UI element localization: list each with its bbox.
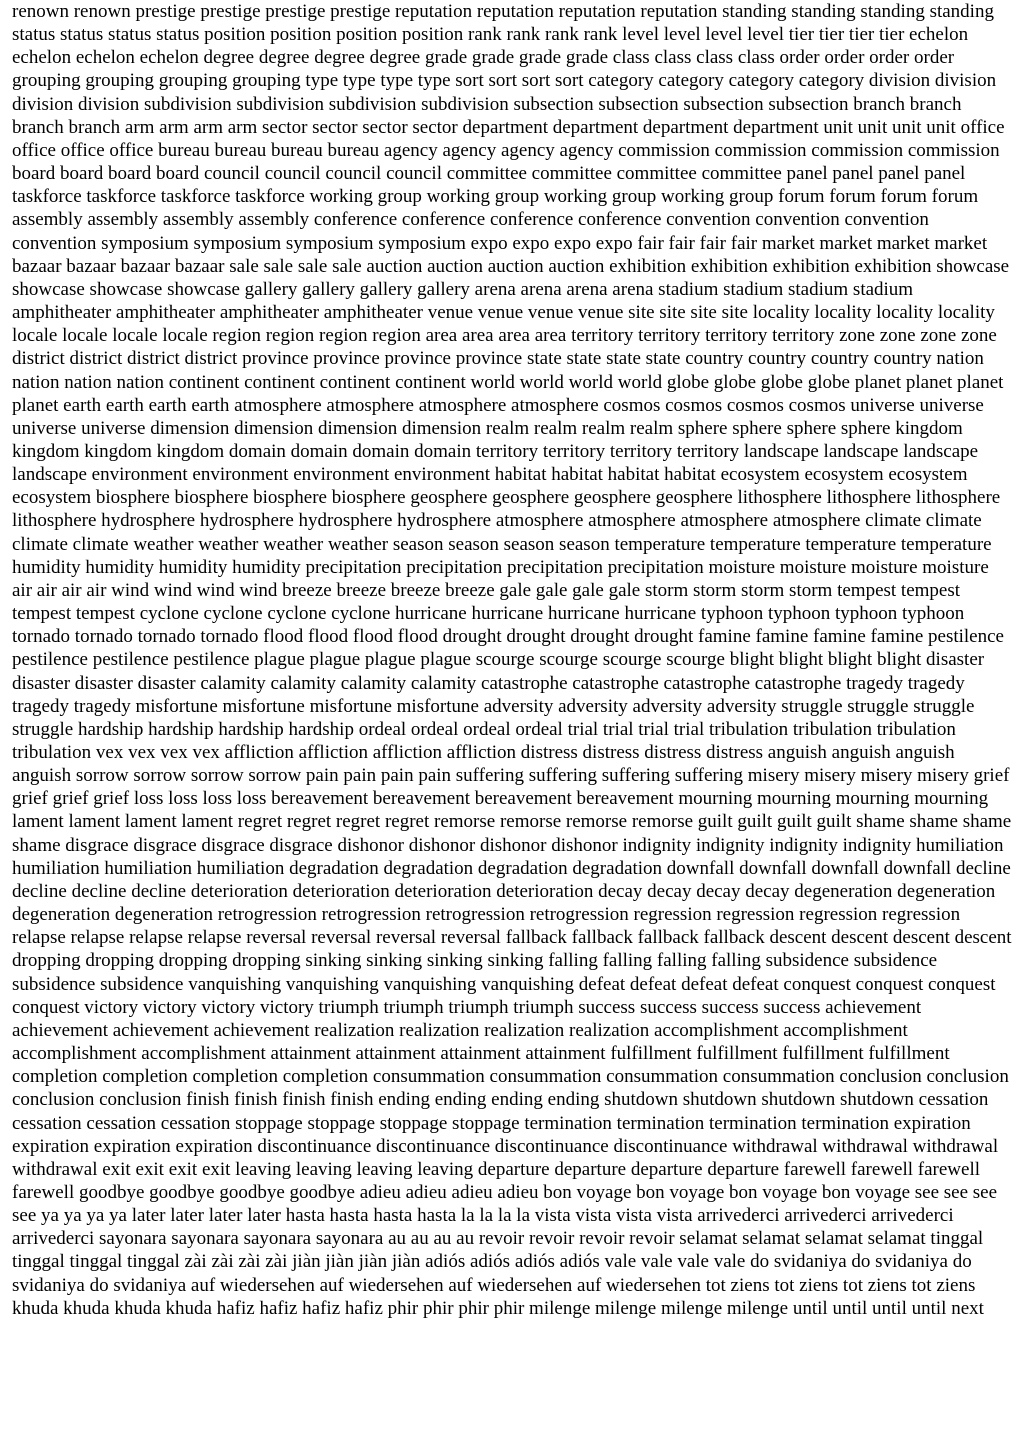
body-text-paragraph: renown renown prestige prestige prestige prestige reputation reputation reputation reputation standing standing standing standing status status status status position position position position rank rank rank rank level level level level tier tier tier tier echelon echelon echelon echelon degree degree degree degree grade grade grade grade class class class class order order order order grouping grouping grouping grouping type type type type sort sort sort sort category category category category division division division division subdivision subdivision subdivision subdivision subsection subsection subsection subsection branch branch branch branch arm arm arm arm sector sector sector sector department department department department unit unit unit unit office office office office bureau bureau bureau bureau agency agency agency agency commission commission commission commission board board board board council council council council committee committee committee committee panel panel panel panel taskforce taskforce taskforce taskforce working group working group working group working group forum forum forum forum assembly assembly assembly assembly conference conference conference conference convention convention convention convention symposium symposium symposium symposium expo expo expo expo fair fair fair fair market market market market bazaar bazaar bazaar bazaar sale sale sale sale auction auction auction auction exhibition exhibition exhibition exhibition showcase showcase showcase showcase gallery gallery gallery gallery arena arena arena arena stadium stadium stadium stadium amphitheater amphitheater amphitheater amphitheater venue venue venue venue site site site site locality locality locality locality locale locale locale locale region region region region area area area area territory territory territory territory zone zone zone zone district district district district province province province province state state state state country country country country nation nation nation nation continent continent continent continent world world world world globe globe globe globe planet planet planet planet earth earth earth earth atmosphere atmosphere atmosphere atmosphere cosmos cosmos cosmos cosmos universe universe universe universe dimension dimension dimension dimension realm realm realm realm sphere sphere sphere sphere kingdom kingdom kingdom kingdom domain domain domain domain territory territory territory territory landscape landscape landscape landscape environment environment environment environment habitat habitat habitat habitat ecosystem ecosystem ecosystem ecosystem biosphere biosphere biosphere biosphere geosphere geosphere geosphere geosphere lithosphere lithosphere lithosphere lithosphere hydrosphere hydrosphere hydrosphere hydrosphere atmosphere atmosphere atmosphere atmosphere climate climate climate climate weather weather weather weather season season season season temperature temperature temperature temperature humidity humidity humidity humidity precipitation precipitation precipitation precipitation moisture moisture moisture moisture air air air air wind wind wind wind breeze breeze breeze breeze gale gale gale gale storm storm storm storm tempest tempest tempest tempest cyclone cyclone cyclone cyclone hurricane hurricane hurricane hurricane typhoon typhoon typhoon typhoon tornado tornado tornado tornado flood flood flood flood drought drought drought drought famine famine famine famine pestilence pestilence pestilence pestilence plague plague plague plague scourge scourge scourge scourge blight blight blight blight disaster disaster disaster disaster calamity calamity calamity calamity catastrophe catastrophe catastrophe catastrophe tragedy tragedy tragedy tragedy misfortune misfortune misfortune misfortune adversity adversity adversity adversity struggle struggle struggle struggle hardship hardship hardship hardship ordeal ordeal ordeal ordeal trial trial trial trial tribulation tribulation tribulation tribulation vex vex vex vex affliction affliction affliction affliction distress distress distress distress anguish anguish anguish anguish sorrow sorrow sorrow sorrow pain pain pain pain suffering suffering suffering suffering misery misery misery misery grief grief grief grief loss loss loss loss bereavement bereavement bereavement bereavement mourning mourning mourning mourning lament lament lament lament regret regret regret regret remorse remorse remorse remorse guilt guilt guilt guilt shame shame shame shame disgrace disgrace disgrace disgrace dishonor dishonor dishonor dishonor indignity indignity indignity indignity humiliation humiliation humiliation humiliation degradation degradation degradation degradation downfall downfall downfall downfall decline decline decline decline deterioration deterioration deterioration deterioration decay decay decay decay degeneration degeneration degeneration degeneration retrogression retrogression retrogression retrogression regression regression regression regression relapse relapse relapse relapse reversal reversal reversal reversal fallback fallback fallback fallback descent descent descent descent dropping dropping dropping dropping sinking sinking sinking sinking falling falling falling falling subsidence subsidence subsidence subsidence vanquishing vanquishing vanquishing vanquishing defeat defeat defeat defeat conquest conquest conquest conquest victory victory victory victory triumph triumph triumph triumph success success success success achievement achievement achievement achievement realization realization realization realization accomplishment accomplishment accomplishment accomplishment attainment attainment attainment attainment fulfillment fulfillment fulfillment fulfillment completion completion completion completion consummation consummation consummation consummation conclusion conclusion conclusion conclusion finish finish finish finish ending ending ending ending shutdown shutdown shutdown shutdown cessation cessation cessation cessation stoppage stoppage stoppage stoppage termination termination termination termination expiration expiration expiration expiration discontinuance discontinuance discontinuance discontinuance withdrawal withdrawal withdrawal withdrawal exit exit exit exit leaving leaving leaving leaving departure departure departure departure farewell farewell farewell farewell goodbye goodbye goodbye goodbye adieu adieu adieu adieu bon voyage bon voyage bon voyage bon voyage see see see see ya ya ya ya later later later later hasta hasta hasta hasta la la la la vista vista vista vista arrivederci arrivederci arrivederci arrivederci sayonara sayonara sayonara sayonara au au au au revoir revoir revoir revoir selamat selamat selamat selamat tinggal tinggal tinggal tinggal zài zài zài zài jiàn jiàn jiàn jiàn adiós adiós adiós adiós vale vale vale vale do svidaniya do svidaniya do svidaniya do svidaniya auf wiedersehen auf wiedersehen auf wiedersehen auf wiedersehen tot ziens tot ziens tot ziens tot ziens khuda khuda khuda khuda hafiz hafiz hafiz hafiz phir phir phir phir milenge milenge milenge milenge until until until until next: [12, 1, 1012, 1319]
